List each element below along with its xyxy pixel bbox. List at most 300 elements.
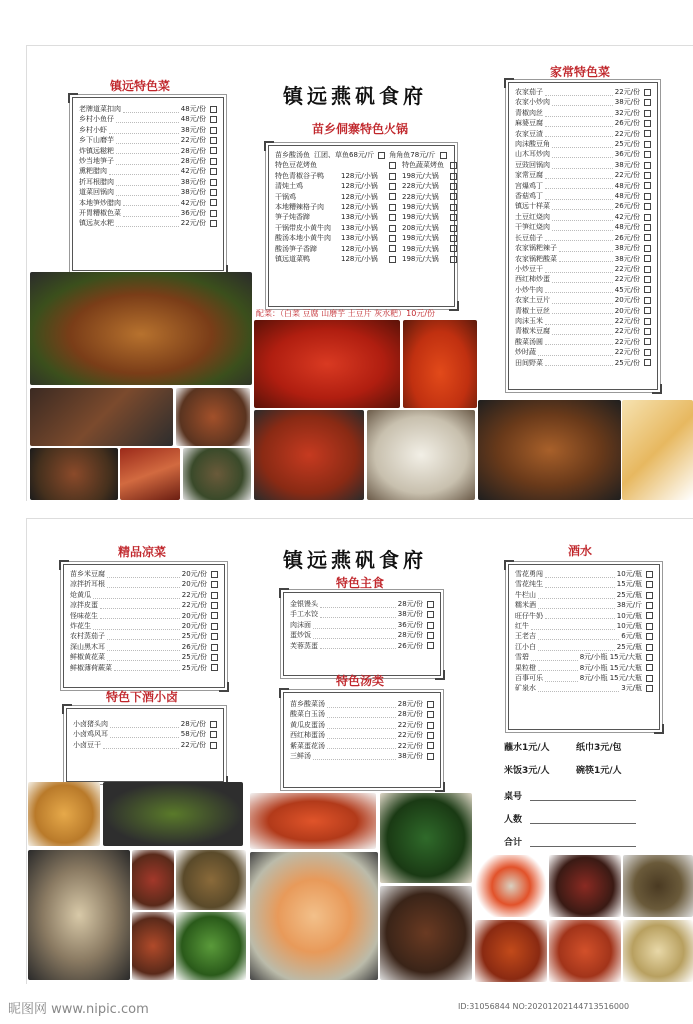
order-checkbox[interactable] xyxy=(427,642,434,649)
dish-price: 22元/份 xyxy=(614,327,640,336)
dish-name: 鲜椒黄花菜 xyxy=(70,653,105,662)
order-checkbox[interactable] xyxy=(646,675,653,682)
order-checkbox[interactable] xyxy=(450,173,457,180)
order-checkbox[interactable] xyxy=(211,654,218,661)
photo-mapo-tofu xyxy=(549,920,621,982)
leader-dots xyxy=(552,214,613,221)
leader-dots xyxy=(545,89,613,96)
leader-dots xyxy=(545,359,613,366)
dish-name: 青椒土豆丝 xyxy=(515,306,550,315)
dish-name: 青椒米豆腐 xyxy=(515,327,550,336)
order-checkbox[interactable] xyxy=(450,193,457,200)
order-checkbox[interactable] xyxy=(211,633,218,640)
home-row xyxy=(509,306,657,316)
zhenyuan-row xyxy=(73,125,223,135)
leader-dots xyxy=(559,255,613,262)
people-count-line[interactable] xyxy=(530,823,636,824)
dish-name: 西红柿蛋汤 xyxy=(290,731,325,740)
dish-name: 农家豆渣 xyxy=(515,129,543,138)
order-checkbox[interactable] xyxy=(450,204,457,211)
dish-name: 苗乡酸菜汤 xyxy=(290,700,325,708)
home-row xyxy=(509,274,657,284)
home-row xyxy=(509,191,657,201)
dish-price: 22元/份 xyxy=(397,720,423,729)
order-checkbox[interactable] xyxy=(211,623,218,630)
dish-name: 特色豆花烤鱼 xyxy=(275,161,317,170)
leader-dots xyxy=(545,612,615,619)
order-checkbox[interactable] xyxy=(211,664,218,671)
leader-dots xyxy=(538,592,615,599)
order-checkbox[interactable] xyxy=(644,245,651,252)
order-checkbox[interactable] xyxy=(210,189,217,196)
dish-price: 42元/份 xyxy=(180,198,206,207)
dish-price: 20元/份 xyxy=(181,611,207,620)
dish-name: 三鲜汤 xyxy=(290,752,311,761)
cold-row xyxy=(64,663,224,673)
dish-price: 28元/份 xyxy=(397,700,423,708)
dish-name: 土豆红烧肉 xyxy=(515,212,550,221)
photo-dry-pot xyxy=(478,400,621,500)
home-row xyxy=(509,347,657,357)
large-pot-price: 198元/大锅 xyxy=(402,213,439,222)
drinks-row xyxy=(509,642,659,652)
order-checkbox[interactable] xyxy=(389,214,396,221)
dish-price: 22元/份 xyxy=(614,348,640,357)
order-checkbox[interactable] xyxy=(644,214,651,221)
order-checkbox[interactable] xyxy=(210,199,217,206)
leader-dots xyxy=(313,632,396,639)
dish-price: 48元/份 xyxy=(180,105,206,113)
dish-price: 20元/份 xyxy=(614,306,640,315)
order-checkbox[interactable] xyxy=(211,612,218,619)
leader-dots xyxy=(545,120,613,127)
dish-price: 48元/份 xyxy=(614,192,640,201)
dish-name: 炸花生 xyxy=(70,622,91,631)
dish-price: 10元/瓶 xyxy=(616,570,642,578)
large-pot-price: 228元/大锅 xyxy=(402,182,439,191)
order-checkbox[interactable] xyxy=(211,644,218,651)
dish-name: 深山黑木耳 xyxy=(70,642,105,651)
photo-braised-ribs xyxy=(475,920,547,982)
hotpot-list xyxy=(268,145,455,307)
dish-price: 42元/份 xyxy=(180,167,206,176)
dish-name: 手工水饺 xyxy=(290,610,318,619)
order-checkbox[interactable] xyxy=(427,732,434,739)
order-checkbox[interactable] xyxy=(646,623,653,630)
order-checkbox[interactable] xyxy=(389,173,396,180)
home-row xyxy=(509,358,657,368)
dish-name: 角角鱼78元/斤 xyxy=(389,151,436,159)
dish-price: 8元/小瓶 15元/大瓶 xyxy=(579,674,642,683)
order-checkbox[interactable] xyxy=(646,633,653,640)
order-checkbox[interactable] xyxy=(427,622,434,629)
dish-name: 凉拌皮蛋 xyxy=(70,601,98,610)
order-checkbox[interactable] xyxy=(210,147,217,154)
order-checkbox[interactable] xyxy=(210,210,217,217)
drinks-row xyxy=(509,663,659,673)
table-number-line[interactable] xyxy=(530,800,636,801)
cold-row xyxy=(64,642,224,652)
leader-dots xyxy=(320,642,396,649)
hotpot-row xyxy=(269,223,454,233)
snack-title: 特色下酒小卤 xyxy=(105,690,178,704)
small-pot-price: 138元/小锅 xyxy=(341,234,378,243)
dish-name: 宫爆鸡丁 xyxy=(515,181,543,190)
order-checkbox[interactable] xyxy=(450,235,457,242)
leader-dots xyxy=(559,245,613,252)
order-checkbox[interactable] xyxy=(210,116,217,123)
dish-name: 本地笋炒腊肉 xyxy=(79,198,121,207)
dish-price: 22元/份 xyxy=(397,731,423,740)
photo-meat-c xyxy=(132,912,174,980)
brand-title-bottom: 镇远燕矾食府 xyxy=(283,548,427,572)
order-checkbox[interactable] xyxy=(210,137,217,144)
order-checkbox[interactable] xyxy=(211,602,218,609)
leader-dots xyxy=(116,147,179,154)
hotpot-row xyxy=(269,244,454,254)
order-checkbox[interactable] xyxy=(427,742,434,749)
people-count-label: 人数 xyxy=(504,815,523,825)
home-list xyxy=(508,82,658,390)
order-checkbox[interactable] xyxy=(211,581,218,588)
order-checkbox[interactable] xyxy=(644,349,651,356)
order-checkbox[interactable] xyxy=(211,592,218,599)
leader-dots xyxy=(116,220,179,227)
hotpot-row xyxy=(269,233,454,243)
order-checkbox[interactable] xyxy=(450,183,457,190)
dish-name: 炝黄瓜 xyxy=(70,590,91,599)
brand-title-top: 镇远燕矾食府 xyxy=(283,84,427,108)
dish-price: 22元/份 xyxy=(180,136,206,145)
dish-price: 48元/份 xyxy=(614,223,640,232)
dish-price: 26元/份 xyxy=(614,233,640,242)
leader-dots xyxy=(545,234,613,241)
order-checkbox[interactable] xyxy=(210,168,217,175)
dish-name: 小卤猪头肉 xyxy=(73,720,108,728)
order-checkbox[interactable] xyxy=(644,276,651,283)
leader-dots xyxy=(538,602,615,609)
leader-dots xyxy=(531,623,615,630)
leader-dots xyxy=(107,571,180,578)
dish-name: 小炒牛肉 xyxy=(515,285,543,294)
dish-price: 38元/份 xyxy=(614,98,640,107)
leader-dots xyxy=(327,742,396,749)
dish-name: 田间野菜 xyxy=(515,358,543,367)
dish-price: 38元/份 xyxy=(397,752,423,761)
dish-name: 家常豆腐 xyxy=(515,171,543,180)
zhenyuan-row xyxy=(73,156,223,166)
leader-dots xyxy=(327,722,396,729)
drinks-row xyxy=(509,600,659,610)
dish-name: 鲜椒薄荷蕨菜 xyxy=(70,663,112,672)
order-checkbox[interactable] xyxy=(450,245,457,252)
dish-name: 怪味花生 xyxy=(70,611,98,620)
leader-dots xyxy=(538,664,578,671)
snack-row xyxy=(67,719,223,729)
zhenyuan-row xyxy=(73,166,223,176)
dish-name: 乡下山磨芋 xyxy=(79,136,114,145)
dish-price: 28元/份 xyxy=(180,720,206,728)
order-checkbox[interactable] xyxy=(389,162,396,169)
photo-veg-salad xyxy=(176,912,246,980)
hotpot-row xyxy=(269,171,454,181)
order-checkbox[interactable] xyxy=(646,664,653,671)
large-pot-price: 198元/大锅 xyxy=(402,171,439,180)
zhenyuan-row xyxy=(73,104,223,114)
hotpot-row xyxy=(269,202,454,212)
drinks-row xyxy=(509,579,659,589)
cold-row xyxy=(64,600,224,610)
order-checkbox[interactable] xyxy=(644,318,651,325)
dish-name: 牛栏山 xyxy=(515,590,536,599)
home-title: 家常特色菜 xyxy=(549,65,610,79)
home-row xyxy=(509,201,657,211)
dish-name: 特色青椒谷子鸭 xyxy=(275,171,324,180)
hotpot-row xyxy=(269,212,454,222)
order-checkbox[interactable] xyxy=(644,193,651,200)
order-checkbox[interactable] xyxy=(644,130,651,137)
photo-fried-sticks xyxy=(622,400,693,500)
dish-price: 22元/份 xyxy=(397,741,423,750)
order-checkbox[interactable] xyxy=(644,89,651,96)
order-checkbox[interactable] xyxy=(646,571,653,578)
dish-price: 45元/份 xyxy=(614,285,640,294)
dish-name: 折耳根腊肉 xyxy=(79,177,114,186)
photo-egg-soup xyxy=(250,852,378,980)
leader-dots xyxy=(552,276,613,283)
cold-row xyxy=(64,590,224,600)
order-checkbox[interactable] xyxy=(644,266,651,273)
order-checkbox[interactable] xyxy=(450,256,457,263)
order-checkbox[interactable] xyxy=(644,151,651,158)
dish-name: 王老吉 xyxy=(515,632,536,641)
dish-name: 雪碧 xyxy=(515,653,529,662)
order-checkbox[interactable] xyxy=(389,256,396,263)
dish-price: 58元/份 xyxy=(180,730,206,739)
order-checkbox[interactable] xyxy=(210,127,217,134)
cold-row xyxy=(64,652,224,662)
zhenyuan-row xyxy=(73,198,223,208)
order-checkbox[interactable] xyxy=(644,359,651,366)
large-pot-price: 198元/大锅 xyxy=(402,234,439,243)
order-checkbox[interactable] xyxy=(644,286,651,293)
home-row xyxy=(509,160,657,170)
order-checkbox[interactable] xyxy=(644,338,651,345)
order-checkbox[interactable] xyxy=(644,120,651,127)
leader-dots xyxy=(545,318,613,325)
order-checkbox[interactable] xyxy=(644,224,651,231)
photo-steamed-buns xyxy=(28,782,100,846)
dish-name: 酸汤本地小黄牛肉 xyxy=(275,234,331,243)
leader-dots xyxy=(552,203,613,210)
leader-dots xyxy=(552,297,613,304)
dish-name: 农家小炒肉 xyxy=(515,98,550,107)
leader-dots xyxy=(107,581,180,588)
dish-name: 干笋红烧肉 xyxy=(515,223,550,232)
leader-dots xyxy=(545,338,613,345)
order-checkbox[interactable] xyxy=(378,152,385,159)
leader-dots xyxy=(109,168,179,175)
dish-price: 28元/份 xyxy=(180,157,206,166)
dish-name: 雪花纯生 xyxy=(515,580,543,589)
small-pot-price: 128元/小锅 xyxy=(341,171,378,180)
order-checkbox[interactable] xyxy=(646,644,653,651)
order-checkbox[interactable] xyxy=(427,701,434,708)
order-checkbox[interactable] xyxy=(440,152,447,159)
leader-dots xyxy=(93,623,180,630)
order-checkbox[interactable] xyxy=(210,179,217,186)
photo-greens-bowl xyxy=(380,793,472,883)
order-checkbox[interactable] xyxy=(644,307,651,314)
leader-dots xyxy=(545,193,613,200)
dish-price: 38元/斤 xyxy=(616,601,642,610)
photo-sour-soup xyxy=(403,320,477,408)
dish-price: 26元/份 xyxy=(614,202,640,211)
dish-price: 25元/份 xyxy=(181,632,207,641)
dish-price: 8元/小瓶 15元/大瓶 xyxy=(579,663,642,672)
order-checkbox[interactable] xyxy=(644,141,651,148)
order-checkbox[interactable] xyxy=(210,220,217,227)
order-checkbox[interactable] xyxy=(646,685,653,692)
order-checkbox[interactable] xyxy=(646,654,653,661)
soup-row xyxy=(284,730,440,740)
order-checkbox[interactable] xyxy=(427,722,434,729)
leader-dots xyxy=(538,633,619,640)
dish-name: 镇远十样菜 xyxy=(515,202,550,211)
dish-price: 25元/瓶 xyxy=(616,642,642,651)
order-checkbox[interactable] xyxy=(389,245,396,252)
cold-list xyxy=(63,564,225,688)
order-checkbox[interactable] xyxy=(389,183,396,190)
large-pot-price: 208元/大锅 xyxy=(402,223,439,232)
staple-row xyxy=(284,599,440,609)
zhenyuan-row xyxy=(73,114,223,124)
order-checkbox[interactable] xyxy=(644,110,651,117)
dish-name: 农村蒸茄子 xyxy=(70,632,105,641)
order-checkbox[interactable] xyxy=(644,234,651,241)
photo-dish-b xyxy=(183,448,251,500)
dish-name: 旺仔牛奶 xyxy=(515,611,543,620)
order-checkbox[interactable] xyxy=(644,99,651,106)
total-line[interactable] xyxy=(530,846,636,847)
leader-dots xyxy=(545,581,615,588)
home-row xyxy=(509,170,657,180)
order-checkbox[interactable] xyxy=(644,203,651,210)
dish-name: 开胃糟椒色菜 xyxy=(79,209,121,218)
order-checkbox[interactable] xyxy=(389,204,396,211)
order-checkbox[interactable] xyxy=(427,611,434,618)
order-checkbox[interactable] xyxy=(210,106,217,113)
order-checkbox[interactable] xyxy=(210,742,217,749)
order-checkbox[interactable] xyxy=(646,602,653,609)
dish-price: 3元/瓶 xyxy=(621,684,642,693)
leader-dots xyxy=(552,141,613,148)
dish-price: 20元/份 xyxy=(181,570,207,578)
drinks-row xyxy=(509,673,659,683)
leader-dots xyxy=(545,172,613,179)
leader-dots xyxy=(116,137,179,144)
cold-row xyxy=(64,631,224,641)
dish-price: 28元/份 xyxy=(397,600,423,608)
photo-potato-shreds xyxy=(623,920,693,982)
order-checkbox[interactable] xyxy=(644,328,651,335)
small-pot-price: 128元/小锅 xyxy=(341,182,378,191)
photo-pork-belly xyxy=(120,448,180,500)
dish-price: 22元/份 xyxy=(180,740,206,749)
order-checkbox[interactable] xyxy=(450,214,457,221)
order-checkbox[interactable] xyxy=(210,158,217,165)
home-row xyxy=(509,118,657,128)
dish-price: 10元/瓶 xyxy=(616,622,642,631)
dish-name: 酸菜白玉汤 xyxy=(290,710,325,719)
leader-dots xyxy=(320,611,396,618)
leader-dots xyxy=(116,189,179,196)
dish-price: 25元/瓶 xyxy=(616,590,642,599)
order-checkbox[interactable] xyxy=(210,721,217,728)
order-checkbox[interactable] xyxy=(644,182,651,189)
leader-dots xyxy=(545,675,578,682)
drinks-row xyxy=(509,569,659,579)
leader-dots xyxy=(552,151,613,158)
photo-chili-chicken xyxy=(254,410,364,500)
cold-row xyxy=(64,621,224,631)
dish-price: 20元/份 xyxy=(181,622,207,631)
large-pot-price: 228元/大锅 xyxy=(402,192,439,201)
order-checkbox[interactable] xyxy=(210,731,217,738)
leader-dots xyxy=(538,349,613,356)
leader-dots xyxy=(538,685,619,692)
dish-name: 金银馒头 xyxy=(290,600,318,608)
dish-price: 42元/份 xyxy=(614,212,640,221)
dish-name: 肉沫面 xyxy=(290,620,311,629)
order-checkbox[interactable] xyxy=(427,632,434,639)
order-checkbox[interactable] xyxy=(427,601,434,608)
order-checkbox[interactable] xyxy=(389,225,396,232)
dish-price: 26元/份 xyxy=(397,641,423,650)
order-checkbox[interactable] xyxy=(644,162,651,169)
leader-dots xyxy=(103,742,179,749)
cold-row xyxy=(64,611,224,621)
cold-row xyxy=(64,569,224,579)
order-checkbox[interactable] xyxy=(644,297,651,304)
fee-bowl: 碗筷1元/人 xyxy=(576,766,622,776)
home-row xyxy=(509,87,657,97)
order-checkbox[interactable] xyxy=(644,172,651,179)
dish-price: 25元/份 xyxy=(181,653,207,662)
photo-meat-a xyxy=(132,850,174,910)
order-checkbox[interactable] xyxy=(646,612,653,619)
drinks-row xyxy=(509,611,659,621)
leader-dots xyxy=(531,654,578,661)
order-checkbox[interactable] xyxy=(427,711,434,718)
order-checkbox[interactable] xyxy=(389,193,396,200)
order-checkbox[interactable] xyxy=(427,753,434,760)
order-checkbox[interactable] xyxy=(450,225,457,232)
dish-name: 酸菜汤圆 xyxy=(515,337,543,346)
leader-dots xyxy=(116,158,179,165)
drinks-title: 酒水 xyxy=(567,544,592,558)
order-checkbox[interactable] xyxy=(646,581,653,588)
drinks-row xyxy=(509,652,659,662)
order-checkbox[interactable] xyxy=(450,162,457,169)
order-checkbox[interactable] xyxy=(646,592,653,599)
zhenyuan-list xyxy=(72,97,224,271)
watermark-right: ID:31056844 NO:20201202144713516000 xyxy=(458,1002,630,1011)
order-checkbox[interactable] xyxy=(211,571,218,578)
order-checkbox[interactable] xyxy=(389,235,396,242)
order-checkbox[interactable] xyxy=(644,255,651,262)
dish-price: 20元/份 xyxy=(614,296,640,305)
